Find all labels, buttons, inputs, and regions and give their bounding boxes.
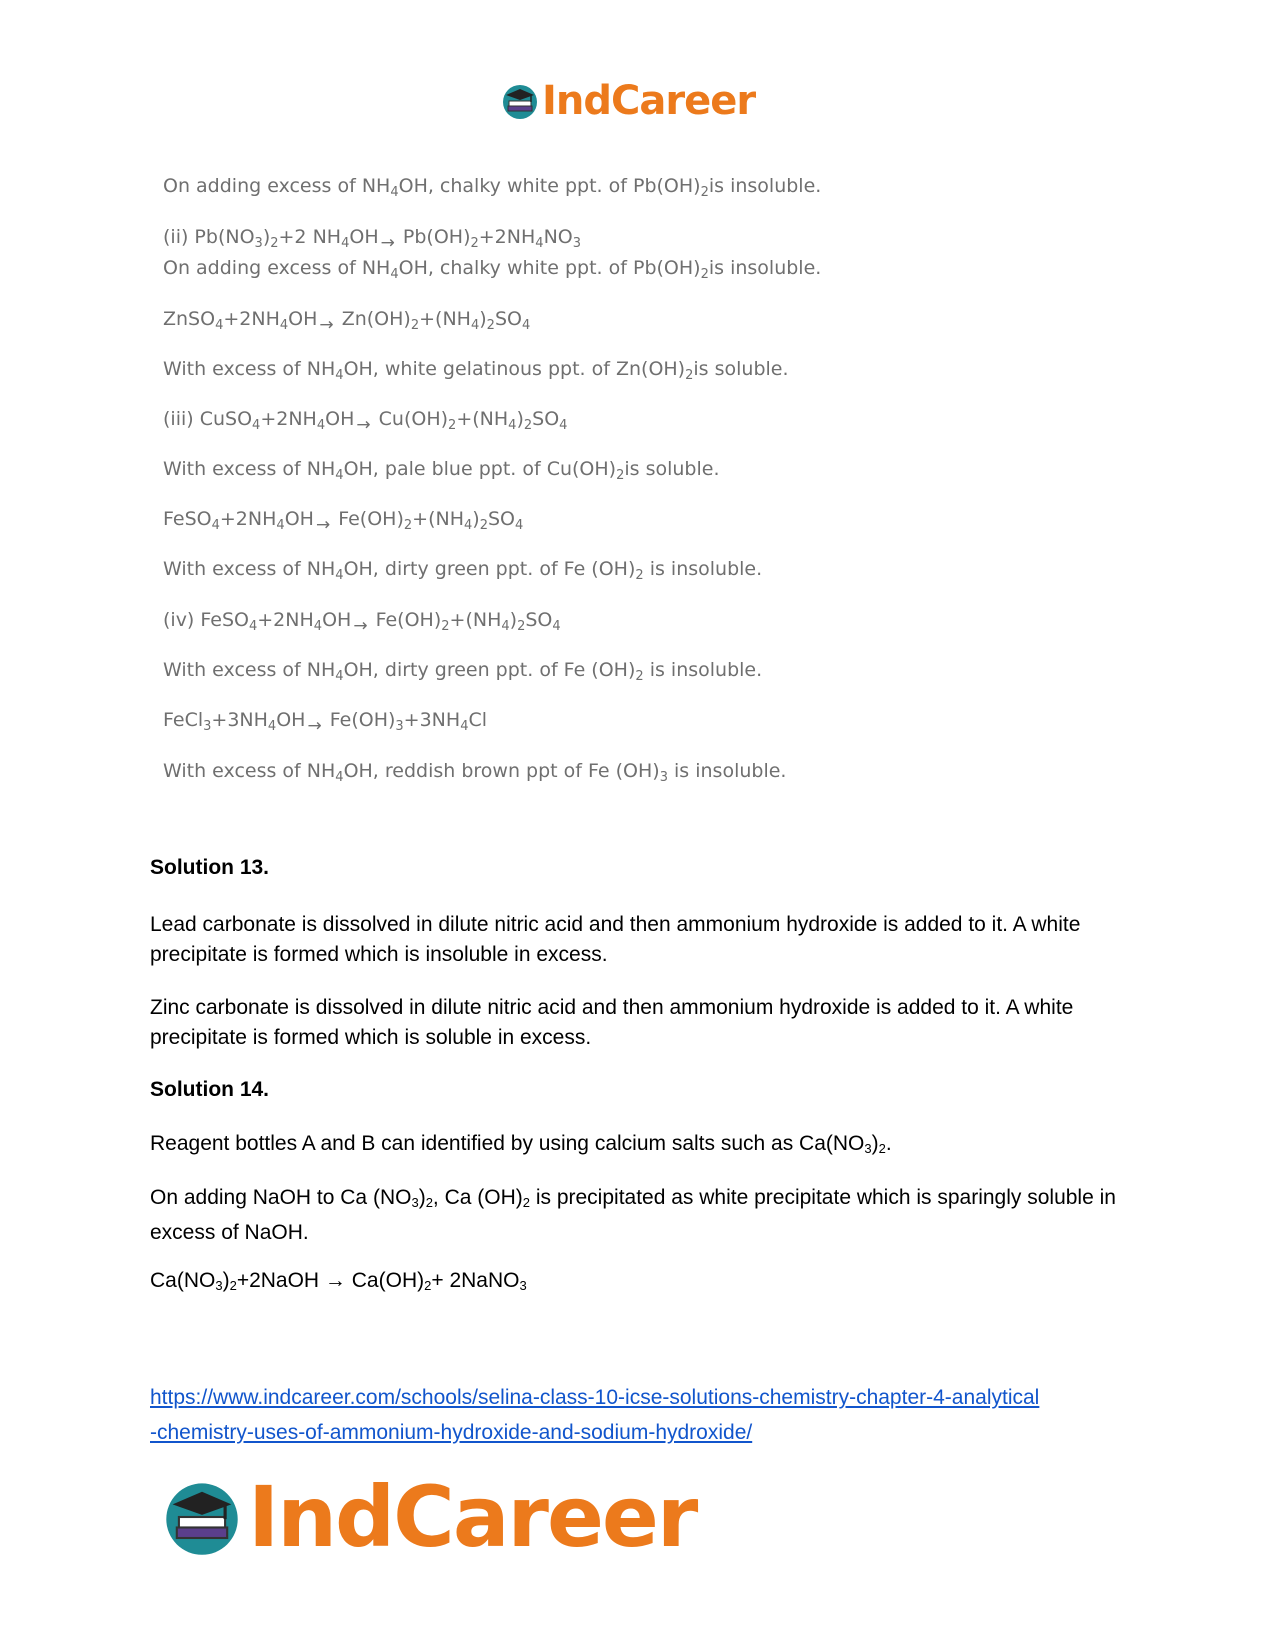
subscript: 4 <box>501 619 510 634</box>
subscript: 2 <box>700 185 709 200</box>
reaction-arrow: → <box>315 515 331 535</box>
text-run: ) <box>262 226 271 248</box>
text-run: Reagent bottles A and B can identified by using calcium salts such as Ca(NO <box>150 1132 865 1155</box>
subscript: 4 <box>215 318 224 333</box>
subscript: 2 <box>523 418 533 433</box>
subscript: 3 <box>864 1141 872 1156</box>
text-run: +2 NH <box>278 226 342 248</box>
subscript: 4 <box>316 418 326 433</box>
equation-line <box>163 458 720 483</box>
source-link-line-1[interactable]: https://www.indcareer.com/schools/selina-class-10-icse-solutions-chemistry-chapter-4-analytical <box>150 1386 1040 1409</box>
subscript: 4 <box>470 318 480 333</box>
text-run: ZnSO <box>163 308 216 330</box>
subscript: 4 <box>390 267 399 282</box>
subscript: 3 <box>519 1278 527 1293</box>
subscript: 4 <box>248 619 258 634</box>
solution-14-paragraph-1 <box>150 1129 1130 1164</box>
solution-14-equation <box>150 1266 1130 1301</box>
text-run: is precipitated as white precipitate which is sparingly soluble in excess of NaOH. <box>150 1186 1116 1244</box>
text-run: With excess of NH <box>163 760 336 782</box>
subscript: 3 <box>395 719 404 734</box>
text-run: (iv) FeSO <box>163 609 249 631</box>
reaction-arrow: → <box>380 233 395 253</box>
text-run: (ii) Pb(NO <box>163 226 255 248</box>
text-run: Fe(OH) <box>323 709 396 731</box>
equation-line <box>163 508 523 535</box>
text-run: OH, reddish brown ppt of Fe (OH) <box>343 760 660 782</box>
book-cap-icon <box>500 81 540 121</box>
subscript: 4 <box>508 418 517 433</box>
text-run: On adding excess of NH <box>163 257 391 279</box>
text-run: OH, white gelatinous ppt. of Zn(OH) <box>343 358 686 380</box>
solution-13-paragraph-1: Lead carbonate is dissolved in dilute nitric acid and then ammonium hydroxide is added to it. A white precipitate is formed which is insoluble in excess. <box>150 913 1081 966</box>
solution-14-heading: Solution 14. <box>150 1078 270 1101</box>
subscript: 2 <box>479 518 488 533</box>
subscript: 2 <box>635 669 644 684</box>
equation-line <box>163 659 762 684</box>
equation-line <box>163 760 786 785</box>
logo-text: IndCareer <box>542 78 756 124</box>
subscript: 4 <box>460 719 469 734</box>
subscript: 4 <box>515 518 524 533</box>
subscript: 3 <box>572 236 582 251</box>
subscript: 2 <box>441 619 450 634</box>
subscript: 4 <box>335 468 344 483</box>
subscript: 4 <box>335 770 344 785</box>
text-run: + 2NaNO <box>431 1269 520 1292</box>
equation-line <box>163 709 487 736</box>
text-run: On adding excess of NH <box>163 175 391 197</box>
reaction-arrow: → <box>356 415 371 435</box>
text-run: is insoluble. <box>708 175 822 197</box>
text-run: With excess of NH <box>163 558 336 580</box>
source-link-line-2[interactable]: -chemistry-uses-of-ammonium-hydroxide-and-sodium-hydroxide/ <box>150 1421 753 1444</box>
solution-13-heading: Solution 13. <box>150 856 270 879</box>
subscript: 3 <box>215 1278 223 1293</box>
text-run: OH, chalky white ppt. of Pb(OH) <box>398 257 701 279</box>
text-run: +2NaOH → Ca(OH) <box>236 1269 425 1292</box>
text-run: Fe(OH) <box>369 609 442 631</box>
subscript: 4 <box>559 418 568 433</box>
text-run: FeSO <box>163 508 212 530</box>
text-run: Fe(OH) <box>332 508 404 530</box>
subscript: 2 <box>635 568 644 583</box>
text-run: OH, chalky white ppt. of Pb(OH) <box>398 175 701 197</box>
equation-line <box>163 226 581 253</box>
text-run: ) <box>516 408 524 430</box>
logo-text: IndCareer <box>248 1468 697 1566</box>
text-run: +(NH <box>412 508 464 530</box>
equation-line <box>163 558 762 583</box>
text-run: OH, dirty green ppt. of Fe (OH) <box>343 659 636 681</box>
subscript: 2 <box>424 1278 432 1293</box>
subscript: 4 <box>341 236 350 251</box>
text-run: +3NH <box>211 709 268 731</box>
text-run: +2NH <box>257 609 314 631</box>
text-run: is insoluble. <box>667 760 787 782</box>
solution-13-paragraph-2: Zinc carbonate is dissolved in dilute nitric acid and then ammonium hydroxide is added to it. A white precipitate is formed which is soluble in excess. <box>150 996 1074 1049</box>
equation-line <box>163 358 789 383</box>
subscript: 2 <box>229 1278 237 1293</box>
text-run: is insoluble. <box>643 659 763 681</box>
equation-line <box>163 609 561 636</box>
subscript: 2 <box>486 318 495 333</box>
reaction-arrow: → <box>307 716 322 736</box>
text-run: Cl <box>468 709 488 731</box>
subscript: 4 <box>335 368 344 383</box>
subscript: 3 <box>411 1195 419 1210</box>
text-run: With excess of NH <box>163 659 336 681</box>
subscript: 4 <box>267 719 277 734</box>
source-link[interactable] <box>150 1380 1140 1450</box>
text-run: +(NH <box>419 308 471 330</box>
subscript: 4 <box>252 418 261 433</box>
subscript: 4 <box>335 669 344 684</box>
text-run: OH <box>349 226 379 248</box>
text-run: On adding NaOH to Ca (NO <box>150 1186 412 1209</box>
text-run: +2NH <box>219 508 277 530</box>
subscript: 3 <box>659 770 668 785</box>
subscript: 2 <box>410 318 420 333</box>
text-run: Zn(OH) <box>335 308 411 330</box>
subscript: 4 <box>535 236 544 251</box>
subscript: 2 <box>470 236 479 251</box>
text-run: Ca(NO <box>150 1269 216 1292</box>
subscript: 3 <box>203 719 212 734</box>
text-run: With excess of NH <box>163 358 336 380</box>
book-cap-icon <box>160 1475 244 1559</box>
text-run: SO <box>487 508 515 530</box>
subscript: 2 <box>403 518 413 533</box>
equation-line <box>163 175 821 200</box>
subscript: 4 <box>313 619 323 634</box>
subscript: 4 <box>279 318 289 333</box>
subscript: 2 <box>522 1195 530 1210</box>
text-run: With excess of NH <box>163 458 336 480</box>
text-run: Pb(OH) <box>396 226 471 248</box>
equation-line <box>163 308 530 335</box>
solution-14-paragraph-2 <box>150 1183 1130 1248</box>
subscript: 4 <box>335 568 344 583</box>
text-run: . <box>885 1132 892 1155</box>
text-run: ) <box>472 508 480 530</box>
text-run: is soluble. <box>624 458 720 480</box>
subscript: 2 <box>270 236 279 251</box>
subscript: 4 <box>211 518 220 533</box>
text-run: OH <box>325 408 355 430</box>
text-run: OH <box>276 709 306 731</box>
subscript: 2 <box>448 418 457 433</box>
text-run: is insoluble. <box>643 558 763 580</box>
subscript: 4 <box>521 318 531 333</box>
text-run: ) <box>479 308 487 330</box>
text-run: SO <box>532 408 560 430</box>
text-run: SO <box>494 308 522 330</box>
text-run: OH, pale blue ppt. of Cu(OH) <box>343 458 617 480</box>
text-run: OH <box>288 308 318 330</box>
subscript: 3 <box>254 236 263 251</box>
text-run: is soluble. <box>693 358 789 380</box>
text-run: ) <box>222 1269 230 1292</box>
text-run: (iii) CuSO <box>163 408 253 430</box>
text-run: OH <box>322 609 352 631</box>
text-run: FeCl <box>163 709 204 731</box>
subscript: 4 <box>390 185 399 200</box>
text-run: ) <box>509 609 518 631</box>
text-run: ) <box>418 1186 426 1209</box>
text-run: +2NH <box>478 226 536 248</box>
text-run: SO <box>525 609 553 631</box>
subscript: 4 <box>464 518 473 533</box>
text-run: +2NH <box>260 408 317 430</box>
text-run: Cu(OH) <box>372 408 449 430</box>
text-run: , Ca (OH) <box>432 1186 523 1209</box>
text-run: is insoluble. <box>708 257 822 279</box>
text-run: ) <box>871 1132 879 1155</box>
text-run: +3NH <box>403 709 461 731</box>
text-run: +(NH <box>449 609 502 631</box>
reaction-arrow: → <box>319 315 334 335</box>
reaction-arrow: → <box>353 616 368 636</box>
subscript: 4 <box>276 518 285 533</box>
subscript: 4 <box>552 619 561 634</box>
text-run: NO <box>543 226 573 248</box>
text-run: +(NH <box>456 408 509 430</box>
top-logo <box>500 78 755 124</box>
subscript: 2 <box>425 1195 433 1210</box>
equation-line <box>163 408 567 435</box>
equation-line <box>163 257 821 282</box>
text-run: OH <box>284 508 314 530</box>
subscript: 2 <box>616 468 625 483</box>
subscript: 2 <box>685 368 694 383</box>
text-run: +2NH <box>223 308 280 330</box>
bottom-logo <box>160 1468 696 1566</box>
text-run: OH, dirty green ppt. of Fe (OH) <box>343 558 636 580</box>
subscript: 2 <box>700 267 709 282</box>
subscript: 2 <box>878 1141 886 1156</box>
subscript: 2 <box>517 619 526 634</box>
